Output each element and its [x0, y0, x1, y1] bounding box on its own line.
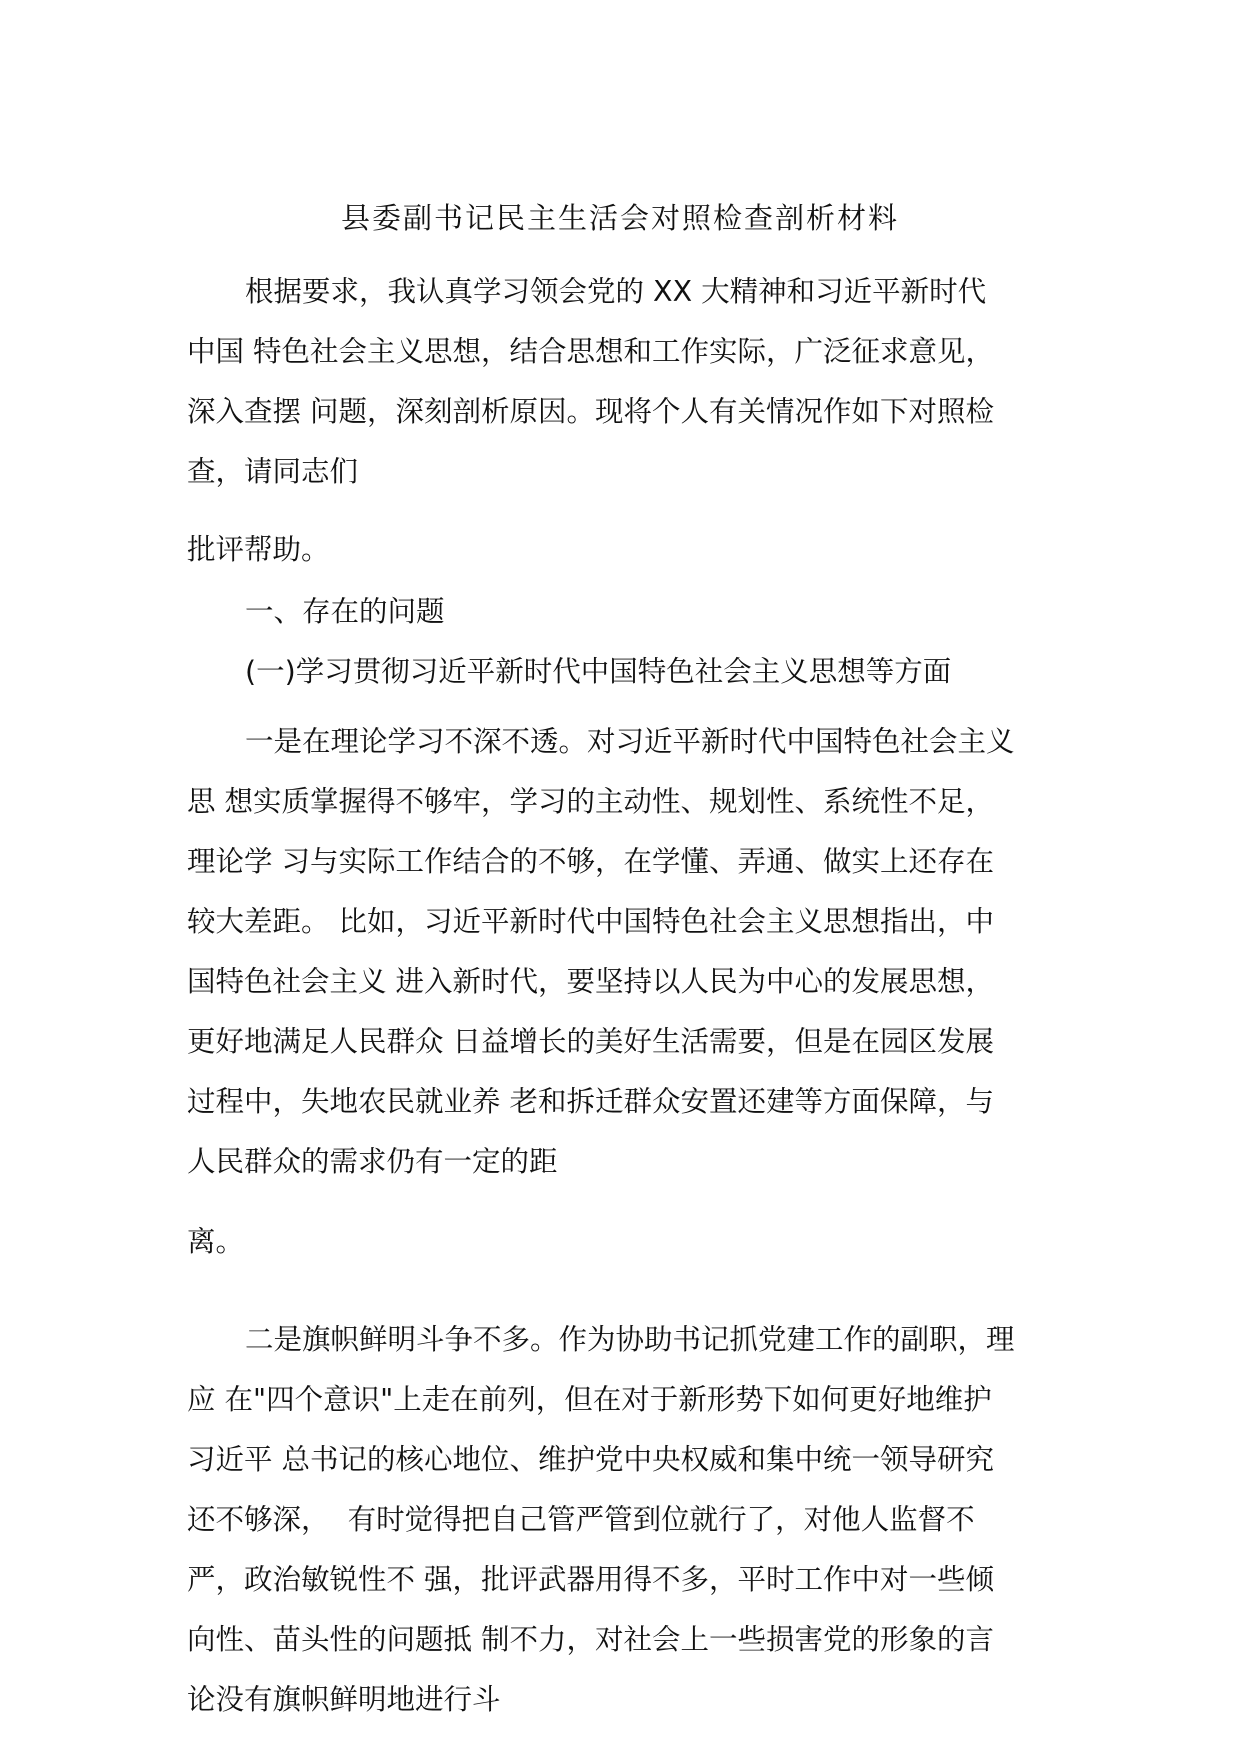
paragraph-line: 还不够深， 有时觉得把自己管严管到位就行了，对他人监督不 [187, 1503, 975, 1536]
paragraph-line: 理论学 习与实际工作结合的不够，在学懂、弄通、做实上还存在 [187, 845, 995, 878]
paragraph-line: 习近平 总书记的核心地位、维护党中央权威和集中统一领导研究 [187, 1443, 995, 1476]
paragraph-line: 更好地满足人民群众 日益增长的美好生活需要，但是在园区发展 [187, 1025, 995, 1058]
paragraph-line: 较大差距。 比如，习近平新时代中国特色社会主义思想指出，中 [187, 905, 995, 938]
document-title: 县委副书记民主生活会对照检查剖析材料 [340, 201, 899, 235]
paragraph-line: 国特色社会主义 进入新时代，要坚持以人民为中心的发展思想， [187, 965, 995, 998]
paragraph-line: 离。 [187, 1225, 245, 1258]
paragraph-line: 根据要求，我认真学习领会党的 XX 大精神和习近平新时代 [245, 275, 987, 308]
paragraph-line: 严，政治敏锐性不 强，批评武器用得不多，平时工作中对一些倾 [187, 1563, 995, 1596]
paragraph-line: 论没有旗帜鲜明地进行斗 [187, 1683, 501, 1716]
section-heading: 一、存在的问题 [245, 595, 445, 628]
paragraph-line: 查，请同志们 [187, 455, 359, 488]
paragraph-line: 向性、苗头性的问题抵 制不力，对社会上一些损害党的形象的言 [187, 1623, 995, 1656]
paragraph-line: 一是在理论学习不深不透。对习近平新时代中国特色社会主义 [245, 725, 1015, 758]
paragraph-line: 人民群众的需求仍有一定的距 [187, 1145, 558, 1178]
paragraph-line: 二是旗帜鲜明斗争不多。作为协助书记抓党建工作的副职，理 [245, 1323, 1015, 1356]
paragraph-line: 思 想实质掌握得不够牢，学习的主动性、规划性、系统性不足， [187, 785, 995, 818]
paragraph-line: 中国 特色社会主义思想，结合思想和工作实际，广泛征求意见， [187, 335, 995, 368]
paragraph-line: 批评帮助。 [187, 533, 330, 566]
paragraph-line: 深入查摆 问题，深刻剖析原因。现将个人有关情况作如下对照检 [187, 395, 995, 428]
paragraph-line: 应 在"四个意识"上走在前列，但在对于新形势下如何更好地维护 [187, 1383, 992, 1416]
paragraph-line: 过程中，失地农民就业养 老和拆迁群众安置还建等方面保障，与 [187, 1085, 995, 1118]
subsection-heading: (一)学习贯彻习近平新时代中国特色社会主义思想等方面 [245, 655, 952, 688]
